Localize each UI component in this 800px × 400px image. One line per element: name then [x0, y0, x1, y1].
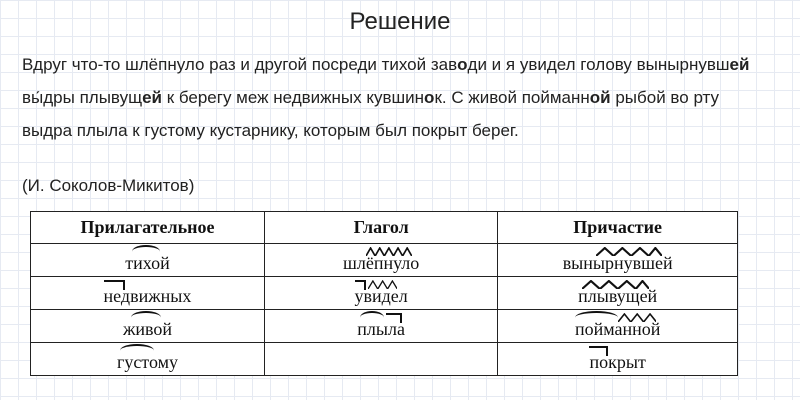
cell-word: тихой: [125, 252, 170, 273]
cell-word: вынырнувшей: [562, 252, 673, 273]
table-cell: [31, 244, 265, 277]
table-row: [31, 310, 738, 343]
word-with-morpheme-marks: [575, 313, 660, 340]
table-cell: [498, 244, 738, 277]
table-cell: [498, 277, 738, 310]
cell-word: плывущей: [578, 285, 658, 306]
cell-word: густому: [116, 351, 178, 372]
table-cell: [498, 343, 738, 376]
prefix-mark: [589, 346, 608, 356]
text-fragment: Вдруг что-то шлёпнуло раз и другой посреди тихой зав: [22, 55, 458, 74]
word-with-morpheme-marks: [563, 247, 673, 274]
zigzag-mark: [368, 280, 397, 289]
author-credit: (И. Соколов-Микитов): [22, 176, 195, 195]
cell-word: пойманной: [574, 318, 661, 339]
word-with-prefix-mark: [104, 280, 192, 307]
parts-of-speech-table: [30, 211, 738, 376]
root-arc-mark: [120, 344, 154, 357]
bold-ending: ой: [589, 88, 611, 107]
zigzag-mark: [582, 280, 649, 289]
table-cell: [31, 343, 265, 376]
zigzag-mark: [366, 247, 412, 256]
word-with-morpheme-marks: [578, 280, 657, 307]
bold-ending: ей: [729, 55, 750, 74]
text-fragment: вы́дры плывущ: [22, 88, 143, 107]
zigzag-mark: [618, 313, 656, 322]
root-arc-mark: [360, 311, 384, 324]
text-fragment: к берегу меж недвижных кувшин: [161, 88, 425, 107]
cell-word: недвижных: [103, 285, 192, 306]
paragraph-line-2: [22, 81, 782, 114]
cell-word: покрыт: [589, 351, 646, 372]
cell-word: шлёпнуло: [342, 252, 420, 273]
cell-word: живой: [122, 318, 173, 339]
table-cell: [264, 277, 497, 310]
table-row: [31, 277, 738, 310]
prefix-mark: [104, 280, 125, 290]
cell-word: увидел: [354, 285, 408, 306]
table-row: [31, 244, 738, 277]
word-with-prefix-mark: [355, 280, 408, 307]
bold-letter: о: [424, 88, 435, 107]
word-with-root-arc: [125, 247, 169, 274]
word-with-root-arc: [123, 313, 172, 340]
root-arc-mark: [132, 245, 160, 258]
text-fragment: к. С живой пойманн: [434, 88, 590, 107]
header-verb: Глагол: [264, 212, 497, 244]
word-with-root-arc: [117, 346, 178, 373]
word-with-prefix-mark: [589, 346, 645, 373]
table-cell: [264, 343, 497, 376]
bold-ending: ей: [142, 88, 162, 107]
root-arc-mark: [131, 311, 161, 324]
prefix-mark: [355, 280, 367, 290]
table-cell: [31, 277, 265, 310]
table-header-row: [31, 212, 738, 244]
word-with-morpheme-marks: [357, 313, 405, 340]
bold-letter: о: [457, 55, 468, 74]
word-with-morpheme-marks: [343, 247, 419, 274]
table-cell: [498, 310, 738, 343]
zigzag-mark: [596, 247, 662, 256]
paragraph-line-1: [22, 48, 782, 81]
text-paragraph: [22, 48, 782, 147]
table-cell: [31, 310, 265, 343]
suffix-mark: [386, 313, 402, 323]
text-fragment: ди и я увидел голову вынырнувш: [467, 55, 730, 74]
cell-word: плыла: [357, 318, 405, 339]
header-participle: Причастие: [498, 212, 738, 244]
table-cell: [264, 244, 497, 277]
header-adjective: Прилагательное: [31, 212, 265, 244]
page-title: Решение: [349, 8, 451, 35]
paragraph-line-3: выдра плыла к густому кустарнику, которым был покрыт берег.: [22, 121, 519, 140]
text-fragment: рыбой во рту: [610, 88, 720, 107]
table-cell: [264, 310, 497, 343]
root-arc-mark: [575, 311, 618, 324]
table-row: [31, 343, 738, 376]
